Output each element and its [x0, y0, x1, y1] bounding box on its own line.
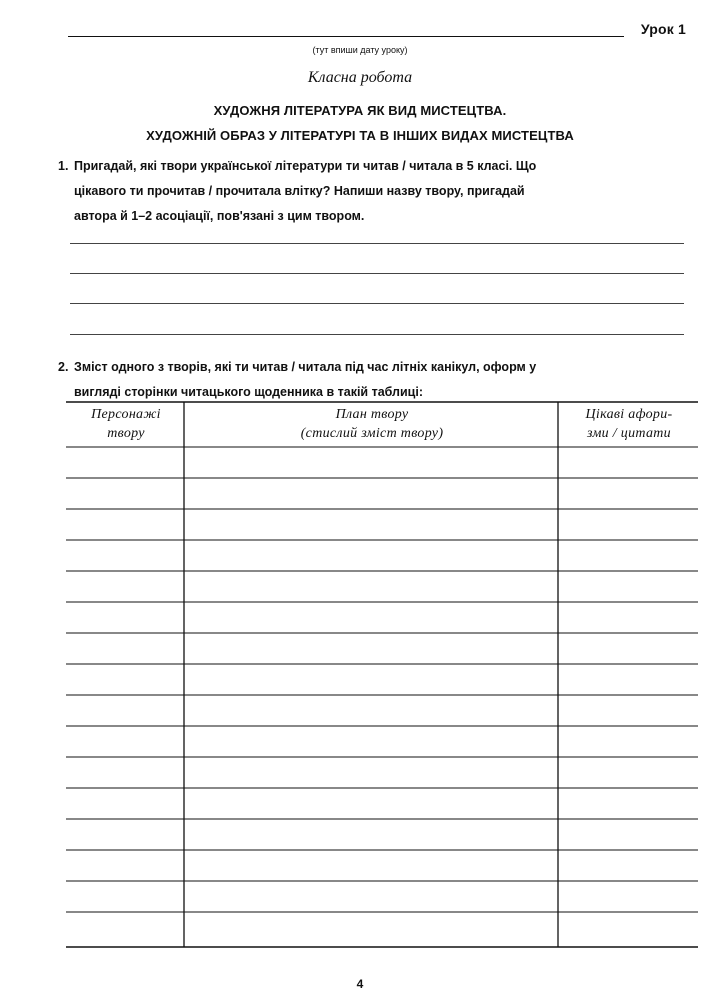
title-line-2: ХУДОЖНІЙ ОБРАЗ У ЛІТЕРАТУРІ ТА В ІНШИХ ВИДАХ МИСТЕЦТВА: [146, 128, 574, 143]
date-hint: (тут впиши дату уроку): [312, 45, 408, 55]
page-number: 4: [356, 977, 364, 991]
column-header-plan: План твору (стислий зміст твору): [300, 407, 444, 441]
task-1-line-3: автора й 1–2 асоціації, пов'язані з цим твором.: [74, 209, 365, 223]
task-1-line-2: цікавого ти прочитав / прочитала влітку? Напиши назву твору, пригадай: [74, 184, 525, 198]
task-1-line-1: 1. Пригадай, які твори української літератури ти читав / читала в 5 класі. Що: [58, 154, 678, 179]
column-header-quotes: Цікаві афори- зми / цитати: [585, 407, 673, 441]
column-header-characters: Персонажі твору: [91, 407, 161, 441]
task-1-number: 1.: [58, 159, 69, 173]
title-line-1: ХУДОЖНЯ ЛІТЕРАТУРА ЯК ВИД МИСТЕЦТВА.: [213, 103, 507, 118]
section-heading: Класна робота: [307, 69, 413, 86]
lesson-label: Урок 1: [640, 21, 686, 37]
task-2-line-1: 2. Зміст одного з творів, які ти читав / читала під час літніх канікул, оформ у: [58, 355, 678, 380]
task-2-line-2: вигляді сторінки читацького щоденника в такій таблиці:: [74, 385, 424, 399]
task-2-number: 2.: [58, 360, 69, 374]
